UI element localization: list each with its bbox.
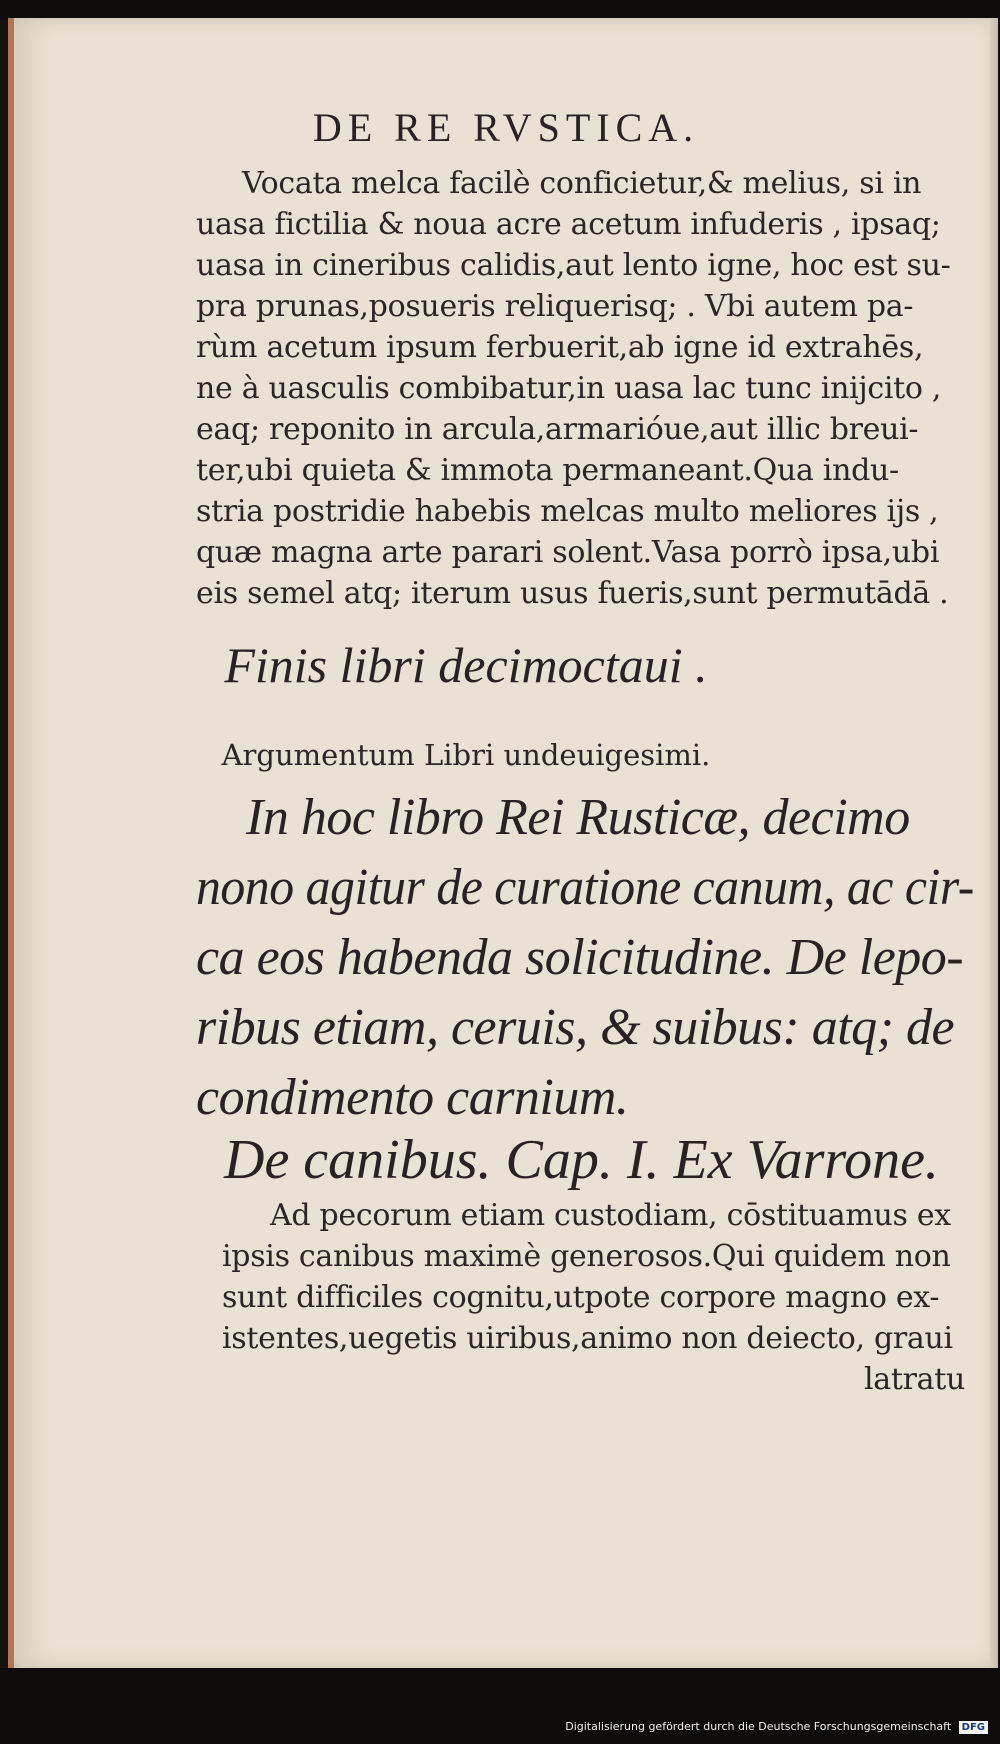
argumentum-heading: Argumentum Libri undeuigesimi. — [221, 738, 711, 772]
chapter-line: sunt difficiles cognitu,utpote corpore magno ex- — [222, 1280, 940, 1315]
body-line: stria postridie habebis melcas multo meliores ijs , — [196, 494, 939, 529]
digitization-credit — [565, 1720, 988, 1734]
body-line: uasa fictilia & noua acre acetum infuderis , ipsaq; — [196, 207, 941, 242]
chapter-line: Ad pecorum etiam custodiam, cōstituamus ex — [270, 1198, 951, 1233]
credit-text: Digitalisierung gefördert durch die Deutsche Forschungsgemeinschaft — [565, 1720, 952, 1733]
scan-top-border — [0, 0, 1000, 20]
body-line: eis semel atq; iterum usus fueris,sunt permutādā . — [196, 576, 949, 611]
body-line: Vocata melca facilè conficietur,& melius, si in — [242, 166, 922, 201]
argumentum-line: condimento carnium. — [196, 1069, 629, 1126]
book-page — [8, 18, 998, 1668]
chapter-line: ipsis canibus maximè generosos.Qui quidem non — [222, 1239, 951, 1274]
finis-line: Finis libri decimoctaui . — [224, 637, 708, 693]
argumentum-line: In hoc libro Rei Rusticæ, decimo — [246, 789, 910, 846]
chapter-heading: De canibus. Cap. I. Ex Varrone. — [224, 1129, 939, 1191]
body-line: uasa in cineribus calidis,aut lento igne, hoc est su- — [196, 248, 951, 283]
running-head: DE RE RVSTICA. — [312, 105, 700, 150]
catchword: latratu — [864, 1362, 966, 1397]
body-line: quæ magna arte parari solent.Vasa porrò ipsa,ubi — [196, 535, 940, 570]
page-edge — [990, 18, 998, 1668]
body-line: ne à uasculis combibatur,in uasa lac tunc inijcito , — [196, 371, 942, 406]
body-line: ter,ubi quieta & immota permaneant.Qua indu- — [196, 453, 899, 488]
chapter-line: istentes,uegetis uiribus,animo non deiecto, graui — [222, 1321, 953, 1356]
argumentum-line: nono agitur de curatione canum, ac cir- — [196, 859, 974, 916]
body-line: pra prunas,posueris reliquerisq; . Vbi autem pa- — [196, 289, 914, 324]
argumentum-line: ribus etiam, ceruis, & suibus: atq; de — [196, 999, 955, 1056]
body-line: rùm acetum ipsum ferbuerit,ab igne id extrahēs, — [196, 330, 924, 365]
body-line: eaq; reponito in arcula,armarióue,aut illic breui- — [196, 412, 919, 447]
argumentum-line: ca eos habenda solicitudine. De lepo- — [196, 929, 964, 986]
dfg-logo: DFG — [959, 1721, 988, 1734]
